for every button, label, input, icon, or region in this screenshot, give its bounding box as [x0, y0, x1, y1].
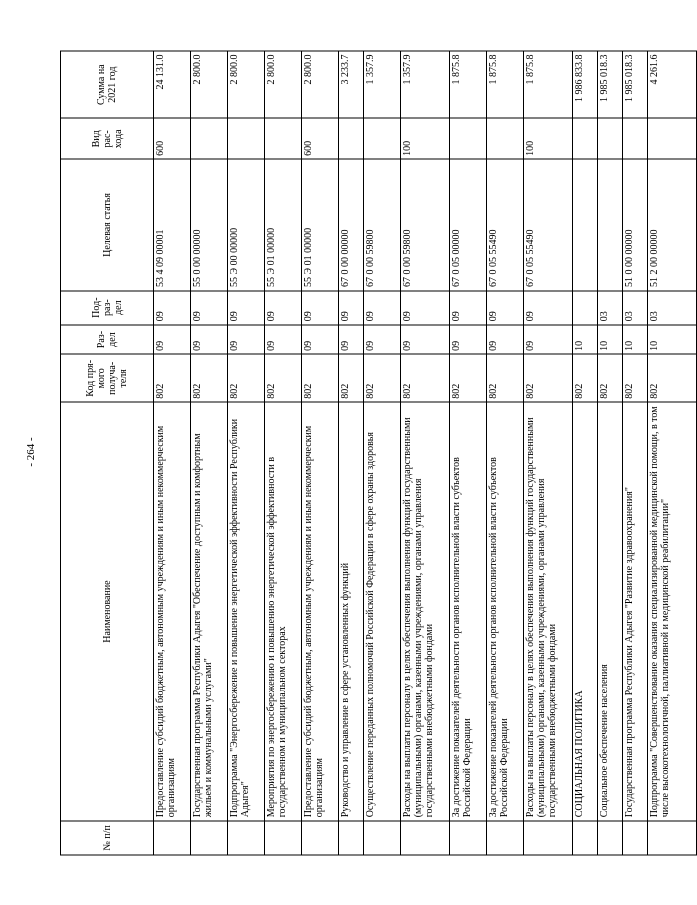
cell-amount: 24 131.0 [154, 51, 191, 118]
header-target: Целевая статья [61, 159, 154, 290]
cell-section: 09 [364, 325, 401, 355]
cell-subsection: 03 [648, 291, 697, 325]
cell-amount: 2 800.0 [191, 51, 228, 118]
rotated-page-content [60, 51, 671, 856]
cell-subsection: 09 [228, 291, 265, 325]
cell-target: 67 0 00 59800 [401, 159, 450, 290]
header-amount: Сумма на 2021 год [61, 51, 154, 118]
table-row [573, 51, 598, 855]
cell-name: СОЦИАЛЬНАЯ ПОЛИТИКА [573, 402, 598, 821]
table-row [339, 51, 364, 855]
cell-expense-type [487, 118, 524, 159]
cell-name: Руководство и управление в сфере установленных функций [339, 402, 364, 821]
cell-subsection: 09 [265, 291, 302, 325]
cell-subsection: 09 [524, 291, 573, 325]
budget-table [60, 51, 697, 856]
cell-expense-type: 600 [154, 118, 191, 159]
cell-recipient: 802 [228, 354, 265, 402]
cell-subsection: 09 [191, 291, 228, 325]
table-row [401, 51, 450, 855]
cell-subsection: 09 [364, 291, 401, 325]
cell-amount: 2 800.0 [228, 51, 265, 118]
cell-section: 09 [228, 325, 265, 355]
cell-target: 55 Э 01 00000 [302, 159, 339, 290]
header-subsection: Под-раз-дел [61, 291, 154, 325]
cell-target: 53 4 09 00001 [154, 159, 191, 290]
cell-num [364, 821, 401, 855]
cell-amount: 1 875.8 [524, 51, 573, 118]
cell-amount: 2 800.0 [265, 51, 302, 118]
cell-section: 10 [648, 325, 697, 355]
cell-target: 51 2 00 00000 [648, 159, 697, 290]
cell-section: 09 [450, 325, 487, 355]
cell-recipient: 802 [573, 354, 598, 402]
cell-name: Осуществление переданных полномочий Российской Федерации в сфере охраны здоровья [364, 402, 401, 821]
table-row [648, 51, 697, 855]
cell-expense-type: 100 [401, 118, 450, 159]
cell-num [450, 821, 487, 855]
cell-subsection: 03 [623, 291, 648, 325]
table-row [598, 51, 623, 855]
cell-recipient: 802 [487, 354, 524, 402]
cell-subsection: 09 [302, 291, 339, 325]
cell-subsection: 09 [487, 291, 524, 325]
cell-target: 55 Э 00 00000 [228, 159, 265, 290]
cell-subsection: 09 [339, 291, 364, 325]
header-section: Раз-дел [61, 325, 154, 355]
cell-name: Социальное обеспечение населения [598, 402, 623, 821]
cell-section: 09 [524, 325, 573, 355]
cell-amount: 1 875.8 [487, 51, 524, 118]
cell-num [524, 821, 573, 855]
cell-num [228, 821, 265, 855]
cell-subsection: 09 [401, 291, 450, 325]
cell-subsection [573, 291, 598, 325]
cell-recipient: 802 [191, 354, 228, 402]
cell-amount: 1 985 018.3 [623, 51, 648, 118]
cell-name: Подпрограмма "Энергосбережение и повышение энергетической эффективности Республики Адыгея" [228, 402, 265, 821]
cell-section: 10 [598, 325, 623, 355]
cell-name: Расходы на выплаты персоналу в целях обеспечения выполнения функций государственными (муниципальными) органами, казенными учреждениями, органами управления государственными внебюджетными фондами [401, 402, 450, 821]
cell-recipient: 802 [401, 354, 450, 402]
cell-name: За достижение показателей деятельности органов исполнительной власти субъектов Российской Федерации [450, 402, 487, 821]
cell-name: Предоставление субсидий бюджетным, автономным учреждениям и иным некоммерческим организациям [154, 402, 191, 821]
cell-amount: 1 357.9 [364, 51, 401, 118]
cell-expense-type: 100 [524, 118, 573, 159]
cell-recipient: 802 [154, 354, 191, 402]
cell-section: 09 [302, 325, 339, 355]
cell-expense-type [191, 118, 228, 159]
cell-amount: 3 233.7 [339, 51, 364, 118]
cell-recipient: 802 [648, 354, 697, 402]
table-row [364, 51, 401, 855]
cell-recipient: 802 [524, 354, 573, 402]
cell-target: 55 0 00 00000 [191, 159, 228, 290]
table-row [450, 51, 487, 855]
cell-num [487, 821, 524, 855]
table-row [302, 51, 339, 855]
cell-amount: 4 261.6 [648, 51, 697, 118]
cell-recipient: 802 [339, 354, 364, 402]
cell-recipient: 802 [623, 354, 648, 402]
page-number: - 264 - [25, 437, 37, 467]
cell-section: 09 [339, 325, 364, 355]
cell-target: 67 0 05 55490 [524, 159, 573, 290]
cell-subsection: 03 [598, 291, 623, 325]
cell-name: Государственная программа Республики Адыгея "Обеспечение доступным и комфортным жильем и коммунальными услугами" [191, 402, 228, 821]
header-recipient: Код пря-мого получа-теля [61, 354, 154, 402]
cell-expense-type [648, 118, 697, 159]
cell-target: 67 0 05 55490 [487, 159, 524, 290]
cell-target: 67 0 05 00000 [450, 159, 487, 290]
cell-target: 55 Э 01 00000 [265, 159, 302, 290]
cell-recipient: 802 [364, 354, 401, 402]
cell-section: 09 [154, 325, 191, 355]
cell-recipient: 802 [302, 354, 339, 402]
cell-section: 09 [265, 325, 302, 355]
cell-target [573, 159, 598, 290]
cell-section: 09 [487, 325, 524, 355]
cell-num [573, 821, 598, 855]
cell-amount: 2 800.0 [302, 51, 339, 118]
cell-name: За достижение показателей деятельности органов исполнительной власти субъектов Российской Федерации [487, 402, 524, 821]
table-row [191, 51, 228, 855]
cell-expense-type [623, 118, 648, 159]
cell-name: Предоставление субсидий бюджетным, автономным учреждениям и иным некоммерческим организациям [302, 402, 339, 821]
cell-name: Государственная программа Республики Адыгея "Развитие здравоохранения" [623, 402, 648, 821]
table-header-row [61, 51, 154, 855]
cell-num [401, 821, 450, 855]
cell-name: Подпрограмма "Совершенствование оказания специализированной медицинской помощи, в том числе высокотехнологичной, паллиативной и медицинской реабилитации" [648, 402, 697, 821]
cell-amount: 1 986 833.8 [573, 51, 598, 118]
table-row [154, 51, 191, 855]
header-expense-type: Вид рас-хода [61, 118, 154, 159]
cell-num [598, 821, 623, 855]
header-name: Наименование [61, 402, 154, 821]
cell-section: 10 [573, 325, 598, 355]
cell-target: 67 0 00 59800 [364, 159, 401, 290]
cell-num [648, 821, 697, 855]
cell-amount: 1 357.9 [401, 51, 450, 118]
cell-num [265, 821, 302, 855]
table-row [265, 51, 302, 855]
cell-name: Мероприятия по энергосбережению и повышению энергетической эффективности в государственном и муниципальном секторах [265, 402, 302, 821]
cell-recipient: 802 [598, 354, 623, 402]
cell-num [154, 821, 191, 855]
cell-num [623, 821, 648, 855]
cell-expense-type: 600 [302, 118, 339, 159]
cell-target [598, 159, 623, 290]
cell-num [302, 821, 339, 855]
cell-expense-type [364, 118, 401, 159]
cell-expense-type [450, 118, 487, 159]
header-num: № п/п [61, 821, 154, 855]
cell-expense-type [228, 118, 265, 159]
table-row [524, 51, 573, 855]
cell-expense-type [339, 118, 364, 159]
cell-target: 51 0 00 00000 [623, 159, 648, 290]
cell-section: 09 [191, 325, 228, 355]
cell-name: Расходы на выплаты персоналу в целях обеспечения выполнения функций государственными (муниципальными) органами, казенными учреждениями, органами управления государственными внебюджетными фондами [524, 402, 573, 821]
cell-expense-type [598, 118, 623, 159]
cell-expense-type [573, 118, 598, 159]
cell-recipient: 802 [450, 354, 487, 402]
cell-num [191, 821, 228, 855]
cell-expense-type [265, 118, 302, 159]
cell-num [339, 821, 364, 855]
cell-section: 10 [623, 325, 648, 355]
cell-subsection: 09 [154, 291, 191, 325]
cell-amount: 1 985 018.3 [598, 51, 623, 118]
table-row [228, 51, 265, 855]
cell-target: 67 0 00 00000 [339, 159, 364, 290]
cell-section: 09 [401, 325, 450, 355]
table-row [487, 51, 524, 855]
cell-subsection: 09 [450, 291, 487, 325]
cell-recipient: 802 [265, 354, 302, 402]
cell-amount: 1 875.8 [450, 51, 487, 118]
table-row [623, 51, 648, 855]
